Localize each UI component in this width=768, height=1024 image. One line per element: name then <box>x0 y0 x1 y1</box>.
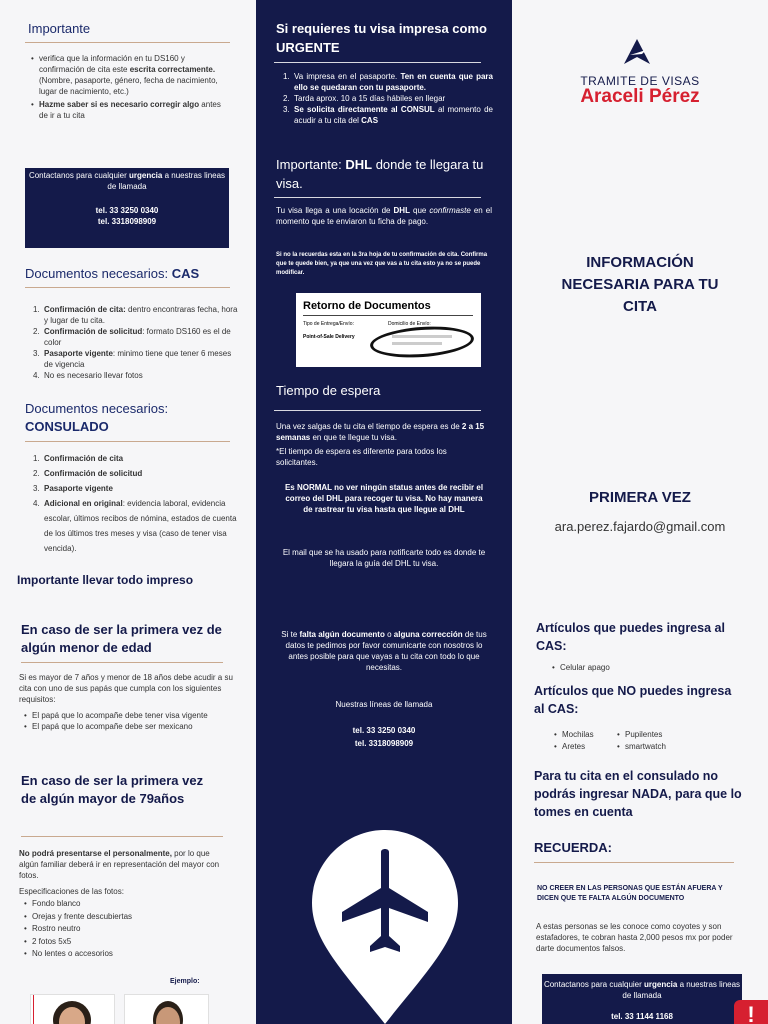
phone-1[interactable]: tel. 33 3250 0340 <box>352 726 416 735</box>
list-item: • verifica que la información en tu DS160 y confirmación de cita este escrita correctamente. (Nombre, pasaporte, género, fecha de nacimiento, lugar de nacimiento, etc.) <box>31 53 231 97</box>
list-item: • Hazme saber si es necesario corregir algo antes de ir a tu cita <box>31 99 231 121</box>
espera-note: *El tiempo de espera es diferente para todos los solicitantes. <box>276 447 447 467</box>
list-item: 1. Confirmación de cita <box>33 454 124 463</box>
list-item: • El papá que lo acompañe debe ser mexicano <box>24 721 234 732</box>
divider <box>274 410 481 411</box>
phone-2[interactable]: tel. 3318098909 <box>354 739 414 748</box>
list-item: • Fondo blanco <box>24 898 224 911</box>
mayor-title: En caso de ser la primera vez de algún mayor de 79años <box>21 773 204 806</box>
menor-text: Si es mayor de 7 años y menor de 18 años debe acudir a su cita con uno de sus papás que cumpla con los siguientes requisitos: <box>19 673 233 704</box>
list-item: • Celular apago <box>552 662 610 673</box>
list-item: 1. Va impresa en el pasaporte. Ten en cuenta que para ello se quedaran con tu pasaporte. <box>283 72 493 92</box>
dhl-text: Tu visa llega a una locación de DHL que confirmaste en el momento que te enviaron tu ficha de pago. <box>276 206 492 226</box>
fotos-title: Especificaciones de las fotos: <box>19 887 124 896</box>
middle-panel <box>256 0 512 1024</box>
importante-list <box>31 53 231 121</box>
dhl-note: Si no la recuerdas esta en la 3ra hoja de tu confirmación de cita. Confirma que te quede bien, ya que una vez que vas a tu cita esto ya no se puede modificar. <box>276 252 488 276</box>
list-item: • Rostro neutro <box>24 923 224 936</box>
list-item: 2. Confirmación de solicitud <box>33 469 143 478</box>
list-item: 3. Pasaporte vigente: minimo tiene que tener 6 meses de vigencia <box>33 349 232 369</box>
phone-2[interactable]: tel. 3318098909 <box>97 217 157 226</box>
mail-text: El mail que se ha usado para notificarte todo es donde te llegara la guía del DHL tu visa. <box>282 548 486 568</box>
lineas-label: Nuestras líneas de llamada <box>335 700 433 709</box>
nopuedes-title: Artículos que NO puedes ingresa al CAS: <box>534 684 732 716</box>
recuerda-title: RECUERDA: <box>534 840 612 855</box>
list-item: • 2 fotos 5x5 <box>24 936 224 949</box>
primera-vez: PRIMERA VEZ <box>589 489 691 506</box>
fotos-list <box>24 898 224 961</box>
list-item: • smartwatch <box>617 741 666 753</box>
phone-partial[interactable]: tel. 33 1144 1168 <box>611 1012 673 1021</box>
retorno-val1: Point-of-Sale Delivery <box>303 334 355 340</box>
retorno-title: Retorno de Documentos <box>303 300 431 312</box>
list-item: • Aretes <box>554 741 594 753</box>
divider <box>274 62 481 63</box>
brand-name: Araceli Pérez <box>580 86 700 107</box>
retorno-documentos-image <box>296 293 481 367</box>
consulado-text: Para tu cita en el consulado no podrás ingresar NADA, para que lo tomes en cuenta <box>534 769 742 819</box>
left-panel <box>0 0 256 1024</box>
importante-title: Importante <box>28 21 91 36</box>
contact-box: Contactanos para cualquier urgencia a nuestras lineas de llamada tel. 33 1144 1168 <box>542 974 742 1024</box>
logo-icon <box>622 38 652 66</box>
list-item: 4. Adicional en original: evidencia laboral, evidencia escolar, últimos recibos de nómina, estados de cuenta de los últimos tres meses y visa (caso de tener visa vencida). <box>33 499 237 553</box>
list-item: • No lentes o accesorios <box>24 948 224 961</box>
divider <box>25 42 230 43</box>
mayor-text: No podrá presentarse el personalmente, por lo que algún familiar deberá ir en representación del mayor con fotos. <box>19 849 220 880</box>
docs-cas-title: Documentos necesarios: CAS <box>25 266 200 281</box>
urgente-title: Si requieres tu visa impresa como URGENTE <box>276 21 487 55</box>
docs-cas-list <box>33 304 238 381</box>
nopuedes-list-2 <box>617 729 666 753</box>
list-item: 1. Confirmación de cita: dentro encontraras fecha, hora y lugar de tu cita. <box>33 305 238 325</box>
right-panel <box>512 0 768 1024</box>
divider <box>21 836 223 837</box>
list-item: • Mochilas <box>554 729 594 741</box>
puedes-list <box>552 662 610 673</box>
list-item: 4. No es necesario llevar fotos <box>33 371 143 380</box>
retorno-col2: Domicilio de Envío: <box>388 321 431 327</box>
menor-list <box>24 710 234 732</box>
photo-example-1 <box>30 994 115 1024</box>
nopuedes-list-1 <box>554 729 594 753</box>
nocreer-text: NO CREER EN LAS PERSONAS QUE ESTÁN AFUERA Y DICEN QUE TE FALTA ALGÚN DOCUMENTO <box>537 885 723 902</box>
falta-text: Si te falta algún documento o alguna corrección de tus datos te pedimos por favor comunicarte con nosotros lo antes posible para que vayas a tu cita con todo lo que necesitas. <box>281 630 487 672</box>
location-pin-icon <box>312 830 458 1024</box>
list-item: • Pupilentes <box>617 729 666 741</box>
divider <box>25 287 230 288</box>
list-item: 2. Tarda aprox. 10 a 15 días hábiles en llegar <box>283 94 446 103</box>
divider <box>274 197 481 198</box>
espera-text: Una vez salgas de tu cita el tiempo de espera es de 2 a 15 semanas en que te llegue tu visa. <box>276 422 485 442</box>
info-title: INFORMACIÓN NECESARIA PARA TU CITA <box>561 254 719 315</box>
normal-text: Es NORMAL no ver ningún status antes de recibir el correo del DHL para recoger tu visa. No hay manera de rastrear tu visa hasta que llegue al DHL <box>284 483 484 514</box>
coyotes-text: A estas personas se les conoce como coyotes y son estafadores, te cobran hasta 2,000 pesos mx por poder darte documentos falsos. <box>536 922 733 953</box>
divider <box>534 862 734 863</box>
list-item: 3. Se solicita directamente al CONSUL al momento de acudir a tu cita del CAS <box>283 105 493 125</box>
brand-top: TRAMITE DE VISAS <box>580 74 700 88</box>
photo-example-2 <box>124 994 209 1024</box>
retorno-col1: Tipo de Entrega/Envío: <box>303 321 354 327</box>
docs-consulado-list <box>33 451 238 556</box>
menor-title: En caso de ser la primera vez de algún menor de edad <box>21 622 222 655</box>
ejemplo-label: Ejemplo: <box>170 978 200 985</box>
urgente-list <box>283 71 493 126</box>
divider <box>25 441 230 442</box>
dhl-title: Importante: DHL donde te llegara tu visa. <box>276 157 484 191</box>
contact-box: Contactanos para cualquier urgencia a nuestras lineas de llamada tel. 33 3250 0340 tel. 3318098909 <box>25 168 229 248</box>
docs-consulado-title: Documentos necesarios: CONSULADO <box>25 401 169 434</box>
list-item: • Orejas y frente descubiertas <box>24 911 224 924</box>
puedes-title: Artículos que puedes ingresa al CAS: <box>536 621 725 653</box>
email-link[interactable]: ara.perez.fajardo@gmail.com <box>554 519 726 534</box>
list-item: 2. Confirmación de solicitud: formato DS160 es el de color <box>33 327 231 347</box>
phone-1[interactable]: tel. 33 3250 0340 <box>95 206 159 215</box>
list-item: 3. Pasaporte vigente <box>33 484 113 493</box>
alert-icon: ! <box>734 1000 768 1024</box>
espera-title: Tiempo de espera <box>276 383 381 398</box>
list-item: • El papá que lo acompañe debe tener visa vigente <box>24 710 234 721</box>
divider <box>21 662 223 663</box>
llevar-impreso: Importante llevar todo impreso <box>17 573 194 587</box>
